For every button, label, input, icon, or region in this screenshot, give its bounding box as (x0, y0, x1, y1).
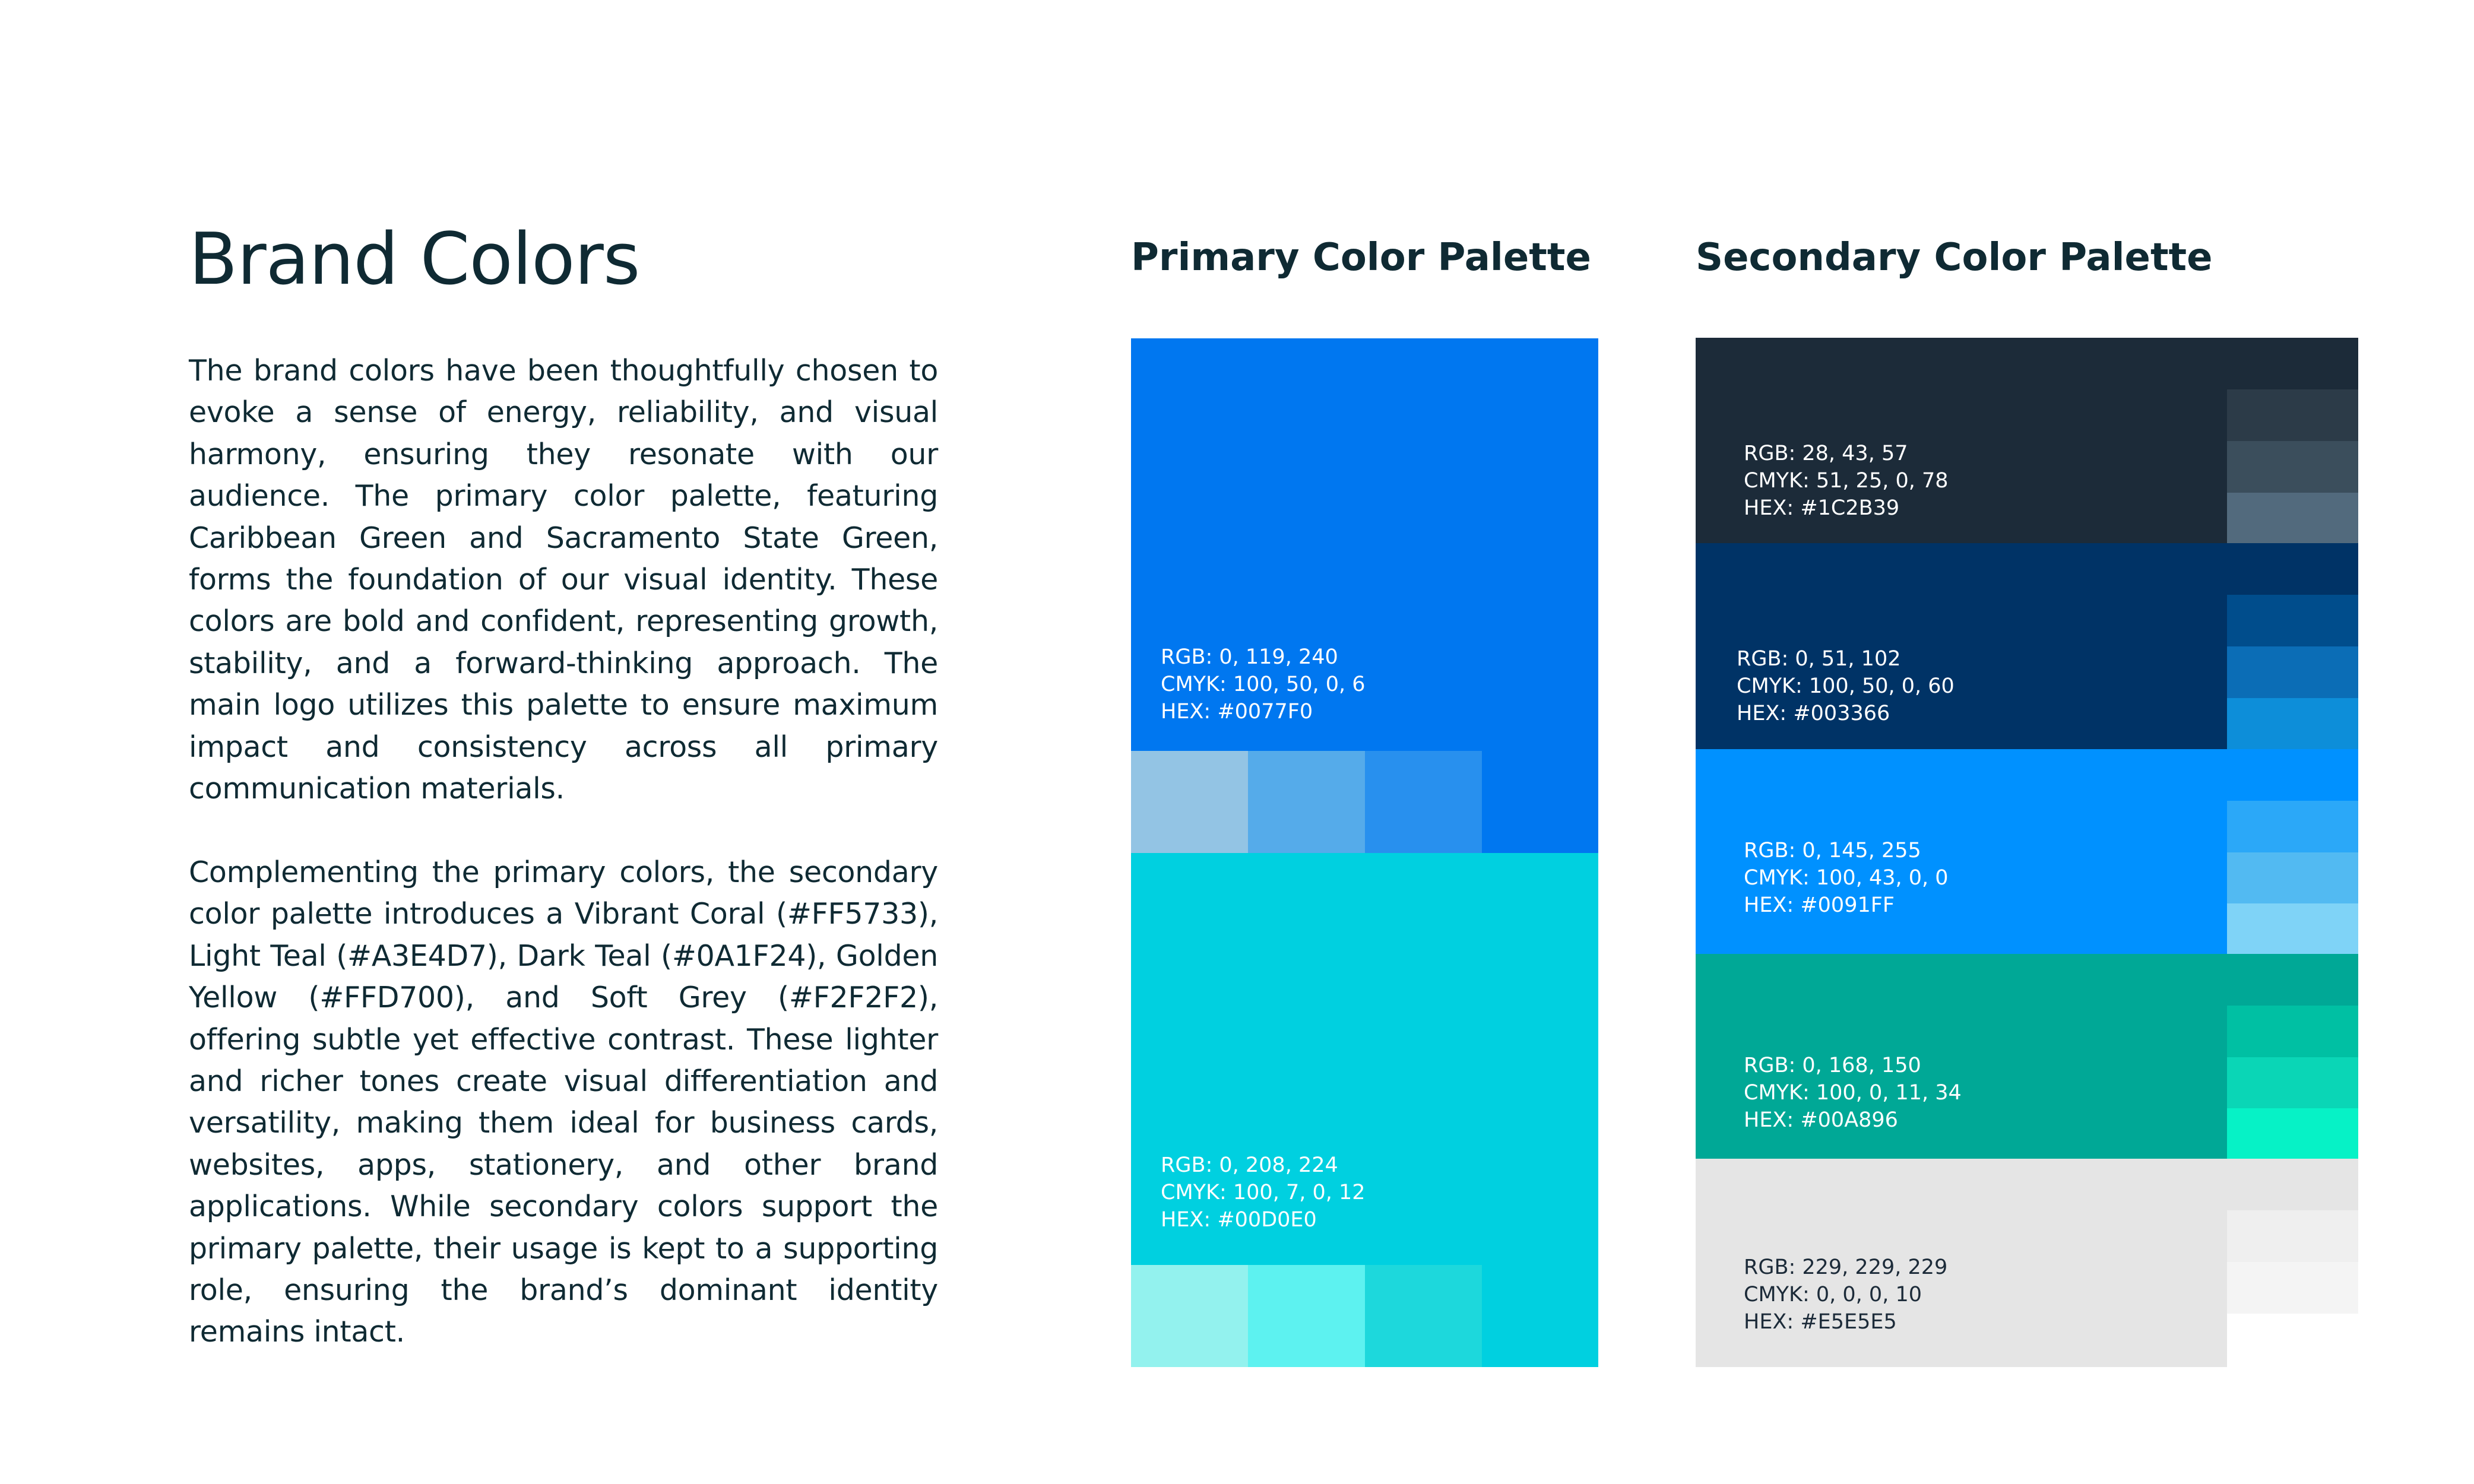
tint-swatch (2227, 1262, 2358, 1314)
tint-swatch (2227, 1006, 2358, 1058)
secondary-palette-title: Secondary Color Palette (1696, 236, 2213, 280)
rgb-value: RGB: 229, 229, 229 (1744, 1255, 1948, 1279)
color-values (1744, 440, 1949, 522)
tint-swatch (1248, 751, 1365, 853)
hex-value: HEX: #1C2B39 (1744, 496, 1900, 520)
cmyk-value: CMYK: 100, 7, 0, 12 (1161, 1181, 1366, 1204)
tint-swatch (2227, 749, 2358, 801)
tint-swatch (1131, 1265, 1248, 1367)
rgb-value: RGB: 0, 51, 102 (1737, 647, 1901, 671)
tint-swatch (2227, 1057, 2358, 1109)
rgb-value: RGB: 0, 208, 224 (1161, 1153, 1338, 1177)
intro-paragraph: The brand colors have been thoughtfully chosen to evoke a sense of energy, reliability, and visual harmony, ensuring they resonate with our audience. The primary color palette, featuring Caribbean Green and Sacramento State Green, forms the foundation of our visual identity. These colors are bold and confident, representing growth, stability, and a forward-thinking approach. The main logo utilizes this palette to ensure maximum impact and consistency across all primary communication materials. (189, 354, 938, 806)
tint-swatch (2227, 954, 2358, 1006)
tint-swatch (2227, 646, 2358, 699)
rgb-value: RGB: 28, 43, 57 (1744, 442, 1908, 465)
secondary-description-paragraph: Complementing the primary colors, the secondary color palette introduces a Vibrant Coral (#FF5733), Light Teal (#A3E4D7), Dark Teal (#0A1F24), Golden Yellow (#FFD700), and Soft Grey (#F2F2F2), offering subtle yet effective contrast. These lighter and richer tones create visual differentiation and versatility, making them ideal for business cards, websites, apps, stationery, and other brand applications. While secondary colors support the primary palette, their usage is kept to a supporting role, ensuring the brand’s dominant identity remains intact. (189, 855, 938, 1349)
cmyk-value: CMYK: 0, 0, 0, 10 (1744, 1283, 1922, 1307)
tint-swatch (2227, 1159, 2358, 1211)
tint-swatch (2227, 389, 2358, 442)
cmyk-value: CMYK: 51, 25, 0, 78 (1744, 469, 1949, 493)
secondary-color-block (1696, 954, 2227, 1159)
rgb-value: RGB: 0, 168, 150 (1744, 1054, 1921, 1077)
rgb-value: RGB: 0, 119, 240 (1161, 645, 1338, 669)
tint-swatch (2227, 1108, 2358, 1159)
color-values (1744, 1052, 1962, 1134)
tint-swatch (2227, 595, 2358, 647)
secondary-color-block (1696, 1159, 2227, 1367)
hex-value: HEX: #00A896 (1744, 1108, 1898, 1132)
color-values (1161, 643, 1366, 725)
cmyk-value: CMYK: 100, 50, 0, 6 (1161, 673, 1366, 696)
color-values (1744, 837, 1949, 919)
hex-value: HEX: #00D0E0 (1161, 1208, 1317, 1232)
secondary-color-block (1696, 338, 2227, 543)
tint-swatch (2227, 852, 2358, 905)
tint-swatch (2227, 543, 2358, 595)
tint-swatch (2227, 338, 2358, 390)
hex-value: HEX: #0091FF (1744, 893, 1895, 917)
secondary-color-block (1696, 543, 2227, 749)
tint-swatch (1248, 1265, 1365, 1367)
cmyk-value: CMYK: 100, 50, 0, 60 (1737, 674, 1955, 698)
hex-value: HEX: #E5E5E5 (1744, 1310, 1897, 1334)
tint-swatch (2227, 801, 2358, 853)
secondary-color-block (1696, 749, 2227, 954)
hex-value: HEX: #0077F0 (1161, 700, 1313, 724)
rgb-value: RGB: 0, 145, 255 (1744, 839, 1921, 863)
tint-swatch (2227, 698, 2358, 750)
cmyk-value: CMYK: 100, 0, 11, 34 (1744, 1081, 1962, 1105)
tint-swatch (1131, 751, 1248, 853)
cmyk-value: CMYK: 100, 43, 0, 0 (1744, 866, 1949, 890)
tint-swatch (1482, 751, 1598, 853)
color-values (1737, 645, 1955, 727)
primary-color-block (1131, 338, 1598, 751)
tint-swatch (2227, 1210, 2358, 1263)
tint-swatch (2227, 441, 2358, 493)
primary-palette-title: Primary Color Palette (1131, 236, 1591, 280)
tint-swatch (2227, 1314, 2358, 1367)
tint-swatch (1365, 751, 1482, 853)
tint-swatch (2227, 903, 2358, 955)
color-values (1161, 1152, 1366, 1234)
tint-swatch (1365, 1265, 1482, 1367)
hex-value: HEX: #003366 (1737, 702, 1890, 725)
primary-color-block (1131, 853, 1598, 1265)
page-title: Brand Colors (189, 218, 640, 301)
color-values (1744, 1254, 1947, 1336)
tint-swatch (1482, 1265, 1598, 1367)
tint-swatch (2227, 493, 2358, 544)
